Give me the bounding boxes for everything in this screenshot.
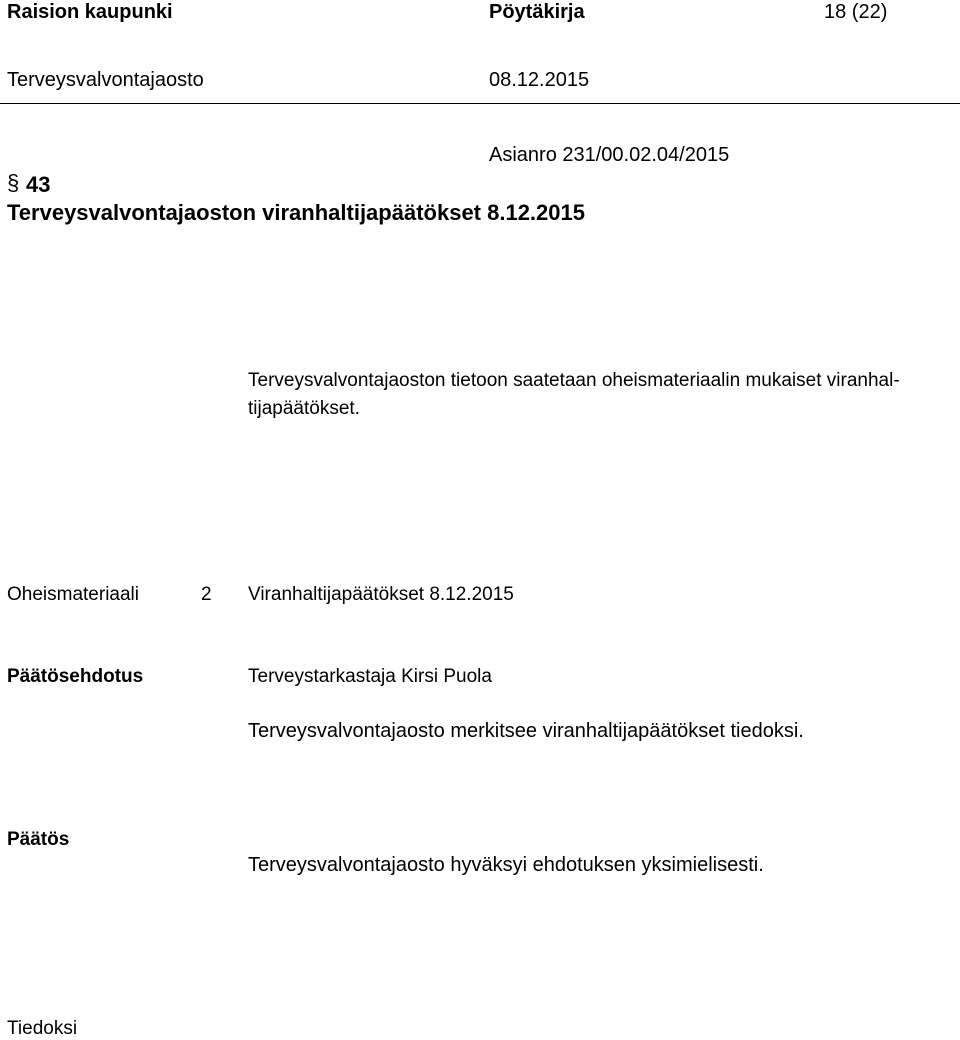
notify-label: Tiedoksi	[7, 1018, 78, 1039]
document-type: Pöytäkirja	[489, 1, 585, 23]
decision-label: Päätös	[7, 829, 70, 850]
attachment-title: Viranhaltijapäätökset 8.12.2015	[248, 584, 514, 605]
proposal-text: Terveysvalvontajaosto merkitsee viranhaltijapäätökset tiedoksi.	[248, 720, 804, 742]
item-title: Terveysvalvontajaoston viranhaltijapäätökset 8.12.2015	[7, 200, 585, 225]
committee-name: Terveysvalvontajaosto	[7, 69, 204, 91]
page-number: 18 (22)	[824, 1, 888, 23]
case-number: Asianro 231/00.02.04/2015	[489, 144, 730, 166]
intro-line-1: Terveysvalvontajaoston tietoon saatetaan oheismateriaalin mukaiset viranhal-	[248, 370, 900, 391]
decision-text: Terveysvalvontajaosto hyväksyi ehdotuksen yksimielisesti.	[248, 854, 764, 876]
section-sign: §	[7, 170, 20, 195]
proposal-author: Terveystarkastaja Kirsi Puola	[248, 666, 492, 687]
attachment-label: Oheismateriaali	[7, 584, 139, 605]
attachment-number: 2	[201, 584, 212, 605]
meeting-date: 08.12.2015	[489, 69, 590, 91]
section-number: 43	[26, 172, 51, 197]
proposal-label: Päätösehdotus	[7, 666, 144, 687]
organization-name: Raision kaupunki	[7, 1, 173, 23]
header-divider	[0, 103, 960, 104]
intro-line-2: tijapäätökset.	[248, 398, 360, 419]
